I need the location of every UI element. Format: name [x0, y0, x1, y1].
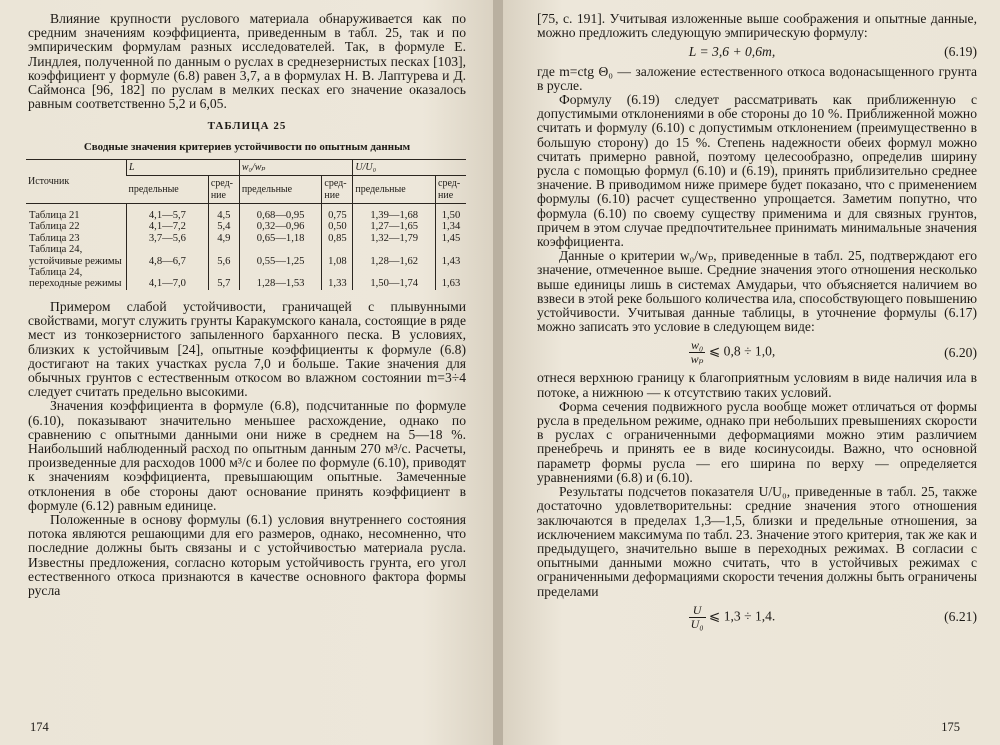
- header-l: L: [127, 159, 240, 175]
- subheader-average: сред-ние: [436, 176, 467, 204]
- cell: 5,4: [208, 221, 239, 232]
- cell-source: Таблица 24, переходные режимы: [29, 267, 122, 290]
- cell: 4,8—6,7: [127, 244, 209, 267]
- cell: 1,28—1,53: [239, 267, 322, 290]
- cell: 1,28—1,62: [353, 244, 436, 267]
- formula-tag: (6.20): [944, 344, 977, 360]
- cell: 4,9: [208, 233, 239, 244]
- fraction-numerator: U: [689, 604, 706, 618]
- left-text-column: [28, 12, 466, 598]
- paragraph: Влияние крупности руслового материала обнаруживается как по средним значениям коэффициента, приведенным в табл. 25, так и по эмпирическим формулам разных исследователей. Так, в формуле Е. Линдлея, полученной по данным о руслах в среднезернистых песках [103], коэффициент у формуле (6.8) равен 3,7, а в формулах Н. В. Лаптурева и Д. Саймонса [96, 182] по руслам в мелких песках его значение оказалось равным соответственно 5,2 и 6,05.: [28, 11, 466, 112]
- subheader-limit: предельные: [353, 176, 436, 204]
- cell-source: Таблица 21: [29, 210, 80, 222]
- cell: 0,85: [322, 233, 353, 244]
- cell-source: Таблица 24, устойчивые режимы: [29, 244, 122, 267]
- cell: 1,45: [436, 233, 467, 244]
- table-number: ТАБЛИЦА 25: [207, 120, 287, 133]
- paragraph: Формулу (6.19) следует рассматривать как приближенную с допустимыми отклонениями в обе стороны до 10 %. Приближенной можно считать и формулу (6.10) с допустимым отклонением (преимущественно в большую сторону) до 15 %. Степень надежности обеих формул можно считать примерно равной, поэтому целесообразно, определив ширину русла с помощью формул (6.10) и (6.19), принять приблизительно среднее значение. В приводимом ниже примере будет показано, что с применением формулы (6.10) расчет существенно упрощается. Заметим попутно, что формула (6.10) по своему существу применима и для связных грунтов, причем в этом случае предпочтительнее принимать минимальные значения коэффициента.: [537, 92, 977, 250]
- subheader-limit: предельные: [127, 176, 209, 204]
- formula-tag: (6.21): [944, 609, 977, 625]
- subheader-limit: предельные: [239, 176, 322, 204]
- table-row: [26, 267, 466, 290]
- table-row: [26, 204, 466, 222]
- formula-6-19: [537, 45, 977, 59]
- formula-tag: (6.19): [944, 44, 977, 60]
- formula-rest: ⩽ 0,8 ÷ 1,0,: [708, 344, 776, 360]
- formula-body: [537, 604, 927, 631]
- cell: 1,50: [436, 204, 467, 222]
- paragraph: Примером слабой устойчивости, граничащей с плывунными свойствами, могут служить грунты Каракумского канала, состоящие в ряде мест из тонкозернистого запыленного барханного песка. В условиях, близких к устойчивым [24], опытные коэффициенты к формуле (6.8) достигают на таких участках русла 7,0 и больше. Такие значения для обычных грунтов с естественным откосом во влажном состоянии m=3÷4 следует считать предельно высокими.: [28, 298, 466, 400]
- right-text-column: [537, 12, 977, 636]
- cell: 0,65—1,18: [239, 233, 322, 244]
- paragraph: Положенные в основу формулы (6.1) условия внутреннего состояния потока являются решающими для его размеров, однако, несомненно, что последние должны быть связаны и с устойчивостью материала русла. Известны предложения, согласно которым устойчивость грунта, его угол естественного откоса признаются в качестве основного фактора формы русла: [28, 511, 466, 598]
- cell-source: Таблица 23: [29, 232, 80, 244]
- formula-rest: ⩽ 1,3 ÷ 1,4.: [708, 608, 776, 624]
- cell: 0,55—1,25: [239, 244, 322, 267]
- table-caption: Сводные значения критериев устойчивости по опытным данным: [83, 140, 411, 153]
- paragraph: где m=ctg Θ₀ — заложение естественного откоса водонасыщенного грунта в русле.: [537, 63, 977, 93]
- formula-body: L = 3,6 + 0,6m,: [688, 44, 776, 60]
- subheader-average: сред-ние: [208, 176, 239, 204]
- cell: 4,5: [208, 204, 239, 222]
- criteria-table: [26, 159, 466, 290]
- paragraph: Значения коэффициента в формуле (6.8), подсчитанные по формуле (6.10), показывают значительно меньшее расхождение, однако по сравнению с опытными данными они ниже в среднем на 5—18 %. Наибольший наблюденный расход по опытным данным 270 м³/с. Расчеты, произведенные для расходов 1000 м³/с и более по формуле (6.10), приводят к значениям коэффициента, превышающим опытные. Замеченные отклонения в обе стороны дают основание принять коэффициент в формуле (6.12) равным единице.: [28, 398, 466, 513]
- paragraph: [75, с. 191]. Учитывая изложенные выше соображения и опытные данные, можно предложить следующую эмпирическую формулу:: [537, 11, 977, 41]
- cell: 0,75: [322, 204, 353, 222]
- cell: 1,63: [436, 267, 467, 290]
- header-w-ratio: w₀/wₚ: [239, 159, 353, 175]
- cell: 1,34: [436, 221, 467, 232]
- formula-6-20: [537, 339, 977, 366]
- paragraph: Результаты подсчетов показателя U/U₀, приведенные в табл. 25, также достаточно удовлетворительны: средние значения этого отношения заключаются в пределах 1,3—1,5, близки и предельные отношения, за исключением максимума по табл. 23. Значение этого критерия, так же как и предыдущего, значительно выше в переходных режимах. В согласии с опытными данными можно считать, что в устойчивых режимах с ограниченными деформациями скорости течения должны быть ограничены пределами: [537, 484, 977, 599]
- cell: 5,7: [208, 267, 239, 290]
- cell: 3,7—5,6: [127, 233, 209, 244]
- fraction: [689, 339, 706, 366]
- page-number-left: 174: [30, 720, 49, 734]
- cell: 1,33: [322, 267, 353, 290]
- cell: 1,08: [322, 244, 353, 267]
- cell: 1,39—1,68: [353, 204, 436, 222]
- cell: 4,1—7,2: [127, 221, 209, 232]
- cell: 1,27—1,65: [353, 221, 436, 232]
- page-number-right: 175: [941, 720, 960, 734]
- left-page: [0, 0, 497, 745]
- cell: 0,32—0,96: [239, 221, 322, 232]
- cell: 5,6: [208, 244, 239, 267]
- cell: 0,50: [322, 221, 353, 232]
- table-row: [26, 233, 466, 244]
- paragraph: Данные о критерии w₀/wₚ, приведенные в табл. 25, подтверждают его значение, отмеченное выше. Средние значения этого отношения несколько выше единицы лишь в системах Амударьи, что объясняется наличием во взвеси в этой реке большого количества ила, способствующего повышению устойчивости. Учитывая данные таблицы, в уточнение формулы (6.17) можно записать это условие в следующем виде:: [537, 248, 977, 335]
- table-row: [26, 244, 466, 267]
- cell: 1,32—1,79: [353, 233, 436, 244]
- header-u-ratio: U/U₀: [353, 159, 466, 175]
- cell: 4,1—5,7: [127, 204, 209, 222]
- table-row: [26, 221, 466, 232]
- cell: 4,1—7,0: [127, 267, 209, 290]
- cell: 1,43: [436, 244, 467, 267]
- paragraph: Форма сечения подвижного русла вообще может отличаться от формы русла в предельном режиме, однако при небольших превышениях скорости в руслах с ограниченными деформациями можно этим различием пренебречь и принять ее в виде косинусоиды. Важно, что основной параметр формы русла — его ширина по верху — определяется уравнениями (6.8) и (6.10).: [537, 398, 977, 485]
- cell: 1,50—1,74: [353, 267, 436, 290]
- cell: 0,68—0,95: [239, 204, 322, 222]
- right-page: [503, 0, 1000, 745]
- formula-body: [537, 339, 927, 366]
- fraction: [689, 604, 706, 631]
- cell-source: Таблица 22: [29, 221, 80, 233]
- formula-6-21: [537, 604, 977, 631]
- paragraph: отнеся верхнюю границу к благоприятным условиям в виде наличия ила в потоке, а нижнюю — к отсутствию таких условий.: [537, 370, 977, 400]
- fraction-denominator: wₚ: [690, 352, 704, 367]
- subheader-average: сред-ние: [322, 176, 353, 204]
- fraction-denominator: U₀: [690, 616, 704, 631]
- fraction-numerator: w₀: [689, 339, 706, 353]
- header-source: Источник: [26, 159, 127, 203]
